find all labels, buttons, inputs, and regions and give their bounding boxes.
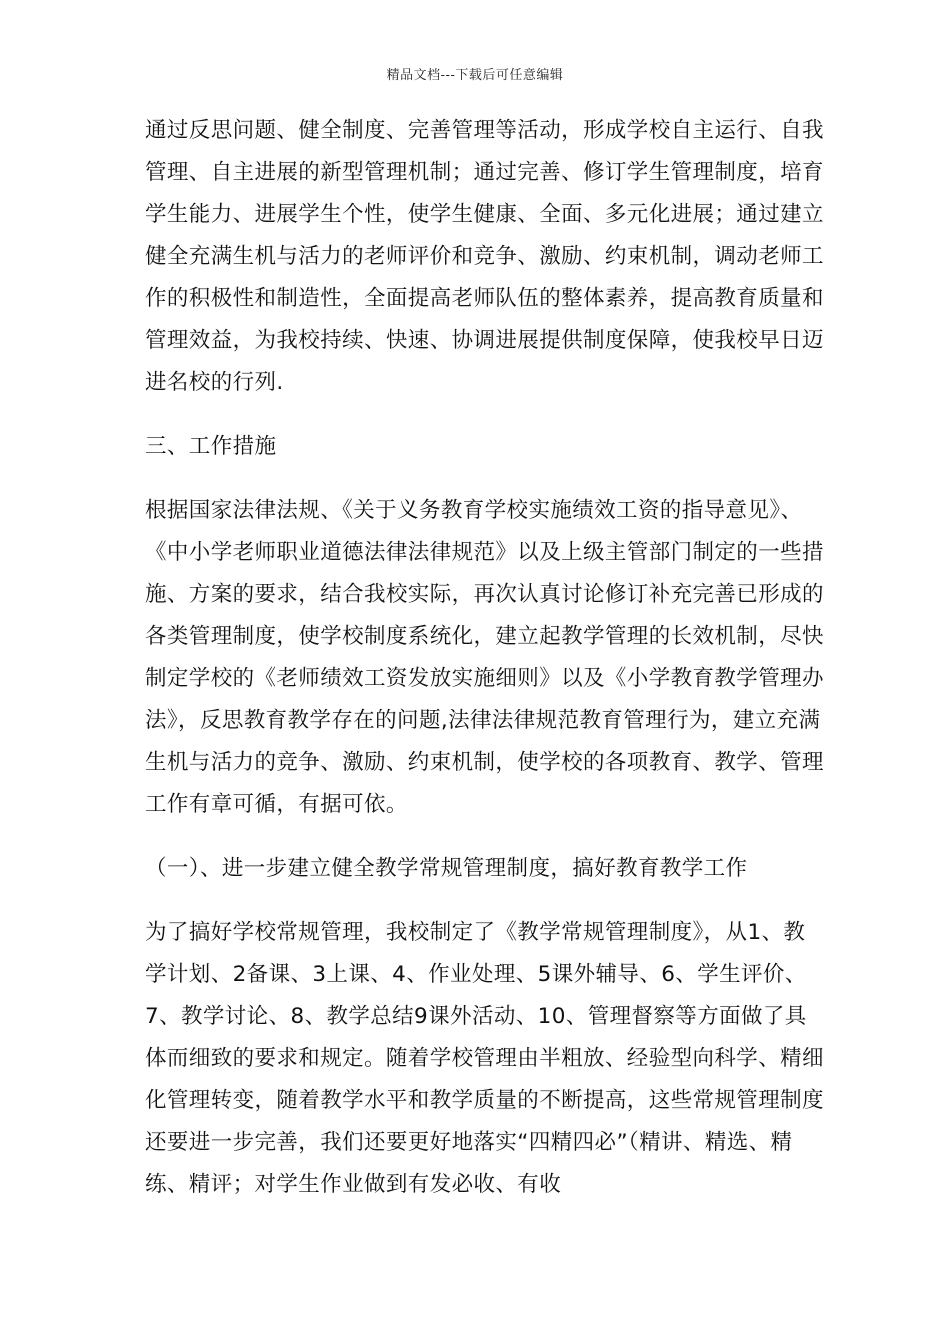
paragraph-gap: [145, 890, 825, 912]
document-body: [145, 110, 825, 1206]
section-heading-work-measures: 三、工作措施: [145, 434, 277, 459]
paragraph-gap: [145, 404, 825, 426]
page-header: 精品文档---下载后可任意编辑: [386, 68, 564, 83]
paragraph-measures: 根据国家法律法规、《关于义务教育学校实施绩效工资的指导意见》、《中小学老师职业道德法律法律规范》以及上级主管部门制定的一些措施、方案的要求，结合我校实际，再次认真讨论修订补充完善已形成的各类管理制度，使学校制度系统化，建立起教学管理的长效机制，尽快制定学校的《老师绩效工资发放实施细则》以及《小学教育教学管理办法》，反思教育教学存在的问题,法律法律规范教育管理行为，建立充满生机与活力的竞争、激励、约束机制，使学校的各项教育、教学、管理工作有章可循，有据可依。: [145, 498, 824, 817]
paragraph-goals: 通过反思问题、健全制度、完善管理等活动，形成学校自主运行、自我管理、自主进展的新型管理机制；通过完善、修订学生管理制度，培育学生能力、进展学生个性，使学生健康、全面、多元化进展；通过建立健全充满生机与活力的老师评价和竞争、激励、约束机制，调动老师工作的积极性和制造性，全面提高老师队伍的整体素养，提高教育质量和管理效益，为我校持续、快速、协调进展提供制度保障，使我校早日迈进名校的行列.: [145, 118, 824, 395]
subsection-heading-1: （一）、进一步建立健全教学常规管理制度，搞好教育教学工作: [145, 856, 748, 881]
paragraph-routine-management: 为了搞好学校常规管理，我校制定了《教学常规管理制度》，从1、教学计划、2备课、3上课、4、作业处理、5课外辅导、6、学生评价、7、教学讨论、8、教学总结9课外活动、10、管理督察等方面做了具体而细致的要求和规定。随着学校管理由半粗放、经验型向科学、精细化管理转变，随着教学水平和教学质量的不断提高，这些常规管理制度还要进一步完善，我们还要更好地落实“四精四必”（精讲、精选、精练、精评；对学生作业做到有发必收、有收: [145, 920, 824, 1197]
paragraph-gap: [145, 468, 825, 490]
paragraph-gap: [145, 826, 825, 848]
